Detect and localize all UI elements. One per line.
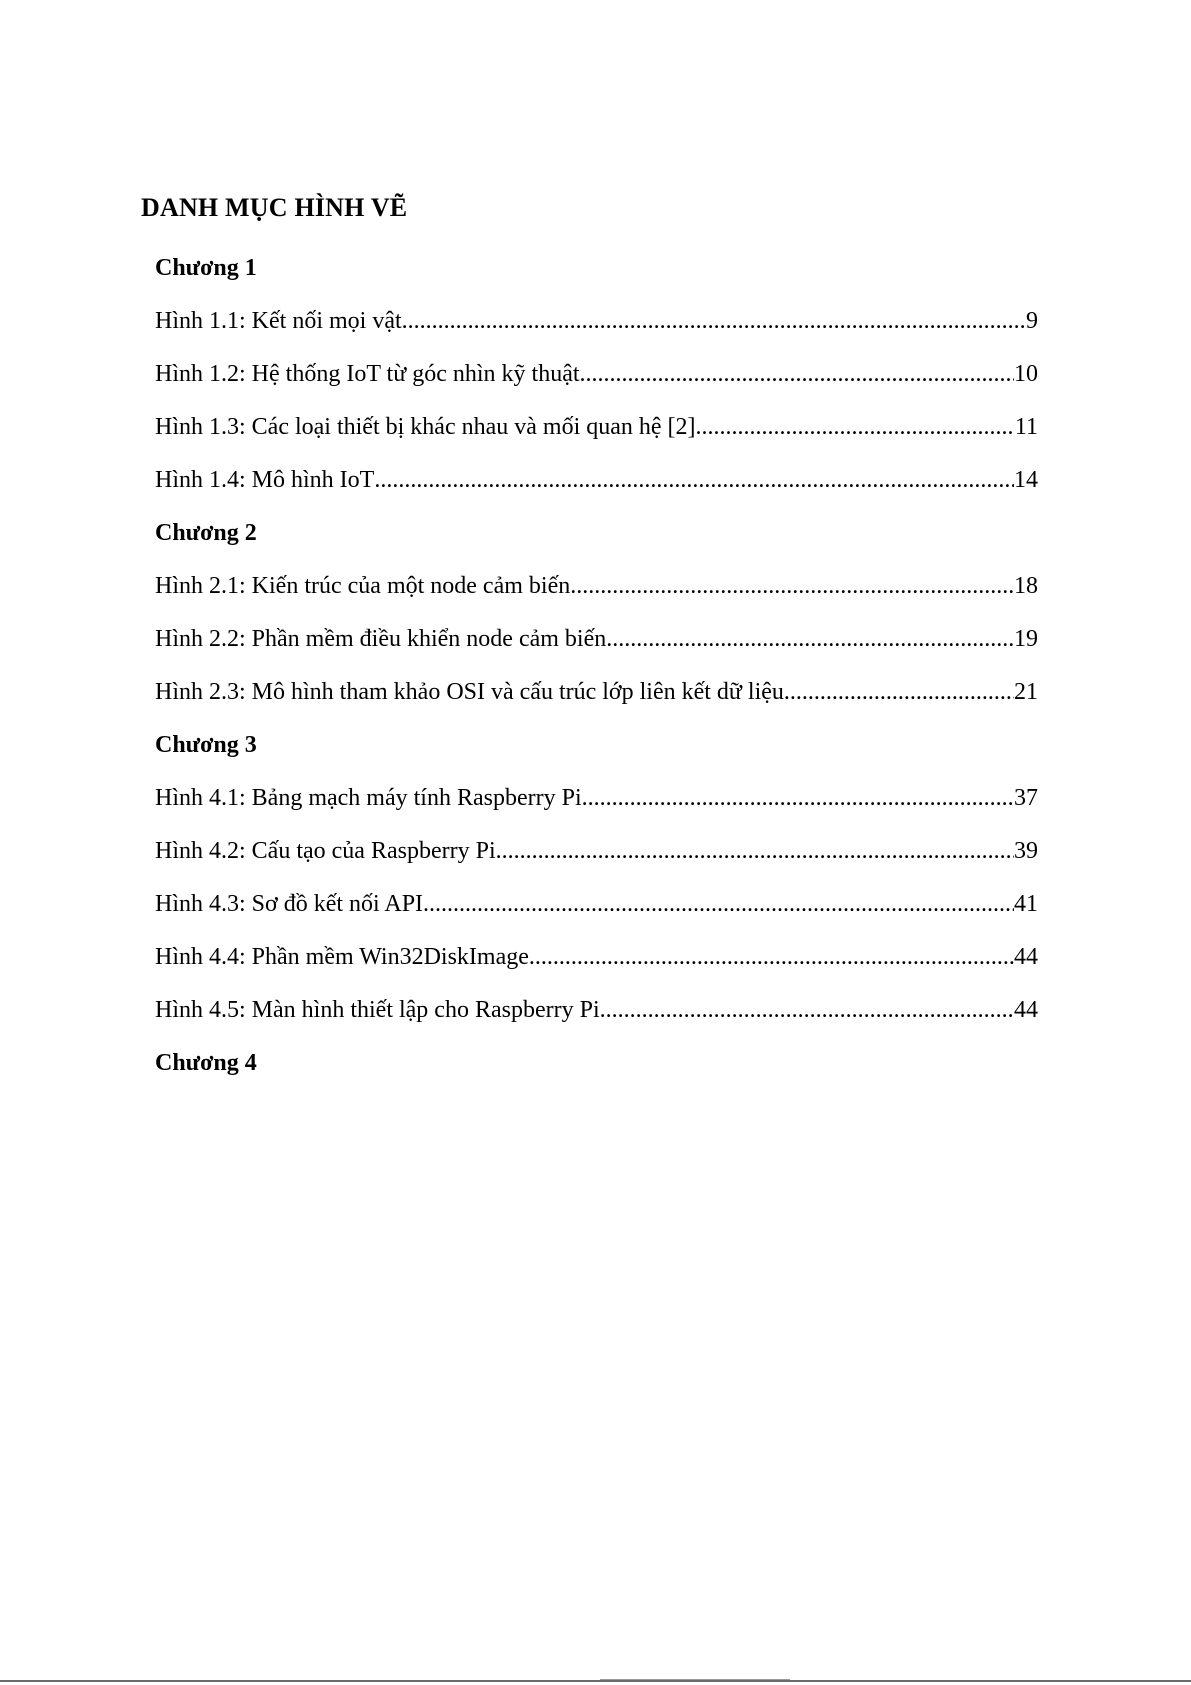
- figure-entry-label: Hình 4.4: Phần mềm Win32DiskImage: [155, 944, 529, 970]
- page-bottom-rule: [600, 1679, 790, 1680]
- figure-entry-page: 11: [1014, 414, 1038, 440]
- figure-entry-label: Hình 4.3: Sơ đồ kết nối API: [155, 891, 424, 917]
- dot-leader: [423, 886, 1014, 922]
- figure-entry[interactable]: [155, 356, 1038, 409]
- figure-entry-page: 19: [1014, 626, 1038, 652]
- dot-leader: [696, 409, 1015, 445]
- figure-entry[interactable]: [155, 674, 1038, 727]
- chapter-heading: Chương 1: [155, 255, 257, 281]
- figure-entry-page: 37: [1014, 785, 1038, 811]
- figure-entry-page: 10: [1014, 361, 1038, 387]
- figure-entry[interactable]: [155, 939, 1038, 992]
- figure-entry[interactable]: [155, 992, 1038, 1045]
- chapter-heading: Chương 4: [155, 1050, 257, 1076]
- figure-entry-page: 44: [1014, 944, 1038, 970]
- dot-leader: [402, 303, 1026, 339]
- figure-list: [155, 250, 1038, 1098]
- figure-entry-label: Hình 2.3: Mô hình tham khảo OSI và cấu trúc lớp liên kết dữ liệu: [155, 679, 784, 705]
- dot-leader: [600, 992, 1014, 1028]
- figure-entry[interactable]: [155, 780, 1038, 833]
- figure-entry-label: Hình 4.1: Bảng mạch máy tính Raspberry Pi: [155, 785, 582, 811]
- dot-leader: [784, 674, 1014, 710]
- figure-entry-label: Hình 1.2: Hệ thống IoT từ góc nhìn kỹ thuật: [155, 361, 580, 387]
- figure-entry[interactable]: [155, 886, 1038, 939]
- figure-entry-page: 41: [1014, 891, 1038, 917]
- figure-entry-page: 14: [1014, 467, 1038, 493]
- dot-leader: [582, 780, 1014, 816]
- figure-entry-page: 21: [1014, 679, 1038, 705]
- chapter-heading: Chương 2: [155, 520, 257, 546]
- figure-entry-label: Hình 1.4: Mô hình IoT: [155, 467, 375, 493]
- dot-leader: [496, 833, 1014, 869]
- figure-entry-page: 39: [1014, 838, 1038, 864]
- dot-leader: [580, 356, 1014, 392]
- figure-entry[interactable]: [155, 833, 1038, 886]
- figure-entry[interactable]: [155, 621, 1038, 674]
- figure-entry-label: Hình 2.1: Kiến trúc của một node cảm biến: [155, 573, 571, 599]
- figure-entry[interactable]: [155, 462, 1038, 515]
- figure-entry-label: Hình 1.3: Các loại thiết bị khác nhau và mối quan hệ [2]: [155, 414, 696, 440]
- page-title: DANH MỤC HÌNH VẼ: [141, 193, 408, 222]
- figure-entry-label: Hình 4.2: Cấu tạo của Raspberry Pi: [155, 838, 496, 864]
- figure-entry[interactable]: [155, 568, 1038, 621]
- figure-entry-label: Hình 4.5: Màn hình thiết lập cho Raspberry Pi: [155, 997, 600, 1023]
- chapter-heading: Chương 3: [155, 732, 257, 758]
- figure-entry-label: Hình 1.1: Kết nối mọi vật: [155, 308, 402, 334]
- figure-entry[interactable]: [155, 409, 1038, 462]
- figure-entry-label: Hình 2.2: Phần mềm điều khiển node cảm biến: [155, 626, 607, 652]
- figure-entry[interactable]: [155, 303, 1038, 356]
- figure-entry-page: 44: [1014, 997, 1038, 1023]
- figure-entry-page: 18: [1014, 573, 1038, 599]
- figure-entry-page: 9: [1026, 308, 1038, 334]
- dot-leader: [570, 568, 1014, 604]
- dot-leader: [606, 621, 1014, 657]
- dot-leader: [374, 462, 1014, 498]
- dot-leader: [529, 939, 1014, 975]
- page-bottom-border: [0, 1680, 1191, 1682]
